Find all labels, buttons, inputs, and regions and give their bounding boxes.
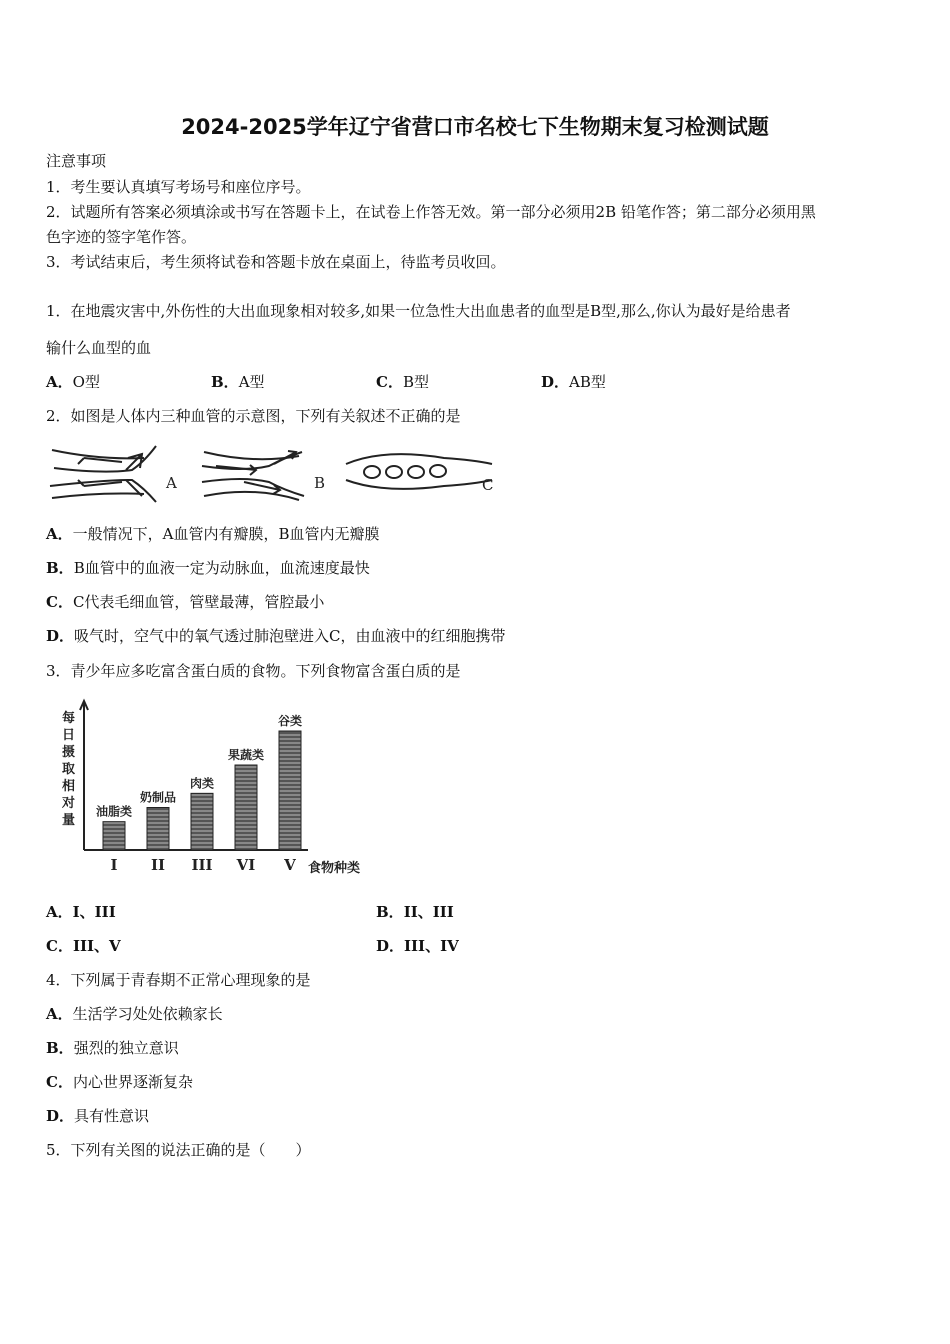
option-label: A． [46,373,73,391]
blood-vessel-figure [44,438,504,506]
option-text: III、V [72,937,121,955]
q1-option-a[interactable] [46,372,100,392]
q3-option-d[interactable] [376,936,459,956]
option-text: O型 [72,373,100,391]
notice-item: 色字迹的签字笔作答。 [46,228,197,246]
q4-option-a[interactable] [46,1004,223,1024]
q4-option-b[interactable] [46,1038,179,1058]
option-text: III、IV [404,937,459,955]
notice-item: 2．试题所有答案必须填涂或书写在答题卡上，在试卷上作答无效。第一部分必须用2B 铅笔作答；第二部分必须用黑 [46,203,816,221]
question-3-stem: 3．青少年应多吃富含蛋白质的食物。下列食物富含蛋白质的是 [46,662,461,680]
option-label: D． [46,627,75,645]
bar-label: 奶制品 [139,790,177,805]
bar-label: 油脂类 [95,804,133,819]
bar-1 [103,822,125,850]
question-2-stem: 2．如图是人体内三种血管的示意图，下列有关叙述不正确的是 [46,407,461,425]
figure-label-a: A [166,474,177,492]
bar-label: 谷类 [277,714,303,728]
q3-option-c[interactable] [46,936,121,956]
option-label: B． [46,1039,74,1057]
q1-option-c[interactable] [376,372,429,392]
option-label: A． [46,903,73,921]
figure-label-b: B [314,474,326,492]
option-label: C． [46,937,73,955]
x-axis-label: 食物种类 [308,861,361,876]
option-text: B血管中的血液一定为动脉血，血流速度最快 [73,559,370,577]
option-text: C代表毛细血管，管壁最薄，管腔最小 [72,593,325,611]
x-tick-label: V [284,856,296,874]
option-text: II、III [403,903,454,921]
question-4-stem: 4．下列属于青春期不正常心理现象的是 [46,971,311,989]
x-tick-label: III [191,856,213,874]
bar-label: 果蔬类 [227,748,265,762]
option-label: D． [376,937,405,955]
q1-option-d[interactable] [541,372,606,392]
q2-option-c[interactable] [46,592,324,612]
x-tick-label: II [150,856,166,874]
page-title: 2024-2025学年辽宁省营口市名校七下生物期末复习检测试题 [181,115,769,139]
question-5-stem: 5．下列有关图的说法正确的是（ ） [46,1141,311,1159]
option-label: B． [376,903,404,921]
q4-option-d[interactable] [46,1106,149,1126]
option-label: A． [46,1005,73,1023]
option-text: A型 [238,373,265,391]
option-label: A． [46,525,73,543]
bar-5 [279,731,301,850]
option-text: 生活学习处处依赖家长 [72,1005,223,1023]
question-1-stem: 1．在地震灾害中,外伤性的大出血现象相对较多,如果一位急性大出血患者的血型是B型,那么,你认为最好是给患者 [46,302,791,320]
option-label: D． [541,373,570,391]
option-label: B． [46,559,74,577]
q1-option-b[interactable] [211,372,265,392]
q4-option-c[interactable] [46,1072,193,1092]
food-intake-bar-chart [44,698,384,880]
option-text: 强烈的独立意识 [73,1039,179,1057]
option-label: C． [46,1073,73,1091]
bar-3 [191,793,213,850]
x-tick-label: VI [236,856,256,874]
figure-label-c: C [482,476,494,494]
bar-label: 肉类 [189,776,215,791]
option-text: 内心世界逐渐复杂 [72,1073,193,1091]
notice-heading: 注意事项 [46,152,107,170]
question-1-stem-cont: 输什么血型的血 [46,339,152,357]
option-text: 吸气时，空气中的氧气透过肺泡壁进入C，由血液中的红细胞携带 [74,627,506,645]
option-label: C． [376,373,403,391]
option-label: D． [46,1107,75,1125]
y-axis-label: 每日摄取相对量 [62,711,76,828]
q2-option-b[interactable] [46,558,370,578]
notice-item: 1．考生要认真填写考场号和座位序号。 [46,178,311,196]
notice-item: 3．考试结束后，考生须将试卷和答题卡放在桌面上，待监考员收回。 [46,253,506,271]
option-text: 具有性意识 [74,1107,150,1125]
q3-option-a[interactable] [46,902,116,922]
option-text: AB型 [569,373,606,391]
bar-2 [147,808,169,851]
q2-option-a[interactable] [46,524,380,544]
option-label: B． [211,373,239,391]
q3-option-b[interactable] [376,902,454,922]
option-text: I、III [72,903,116,921]
option-text: B型 [402,373,429,391]
option-text: 一般情况下，A血管内有瓣膜，B血管内无瓣膜 [72,525,380,543]
option-label: C． [46,593,73,611]
bar-4 [235,765,257,850]
q2-option-d[interactable] [46,626,506,646]
x-tick-label: I [110,856,118,874]
